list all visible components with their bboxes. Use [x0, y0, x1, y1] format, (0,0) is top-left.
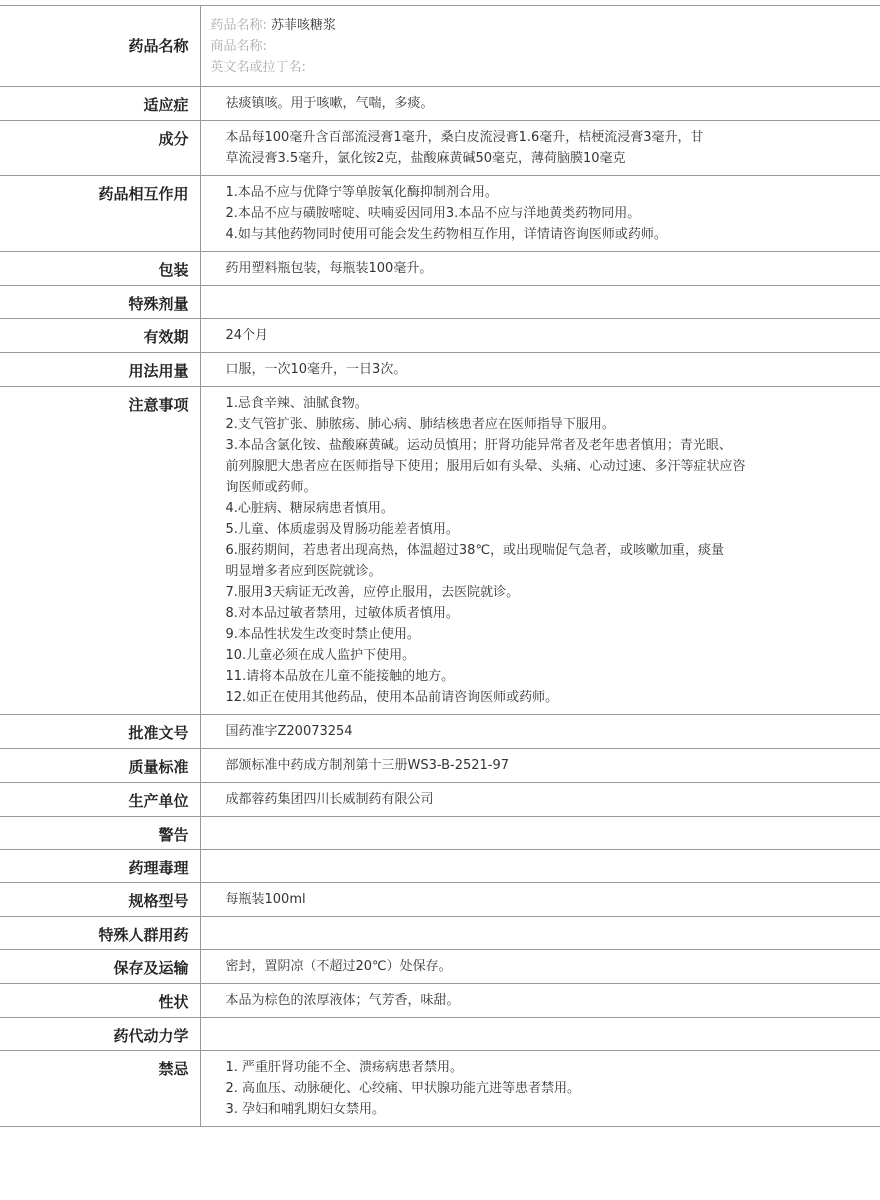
row-label: 药品相互作用 [0, 176, 200, 252]
empty-value [226, 823, 861, 843]
row-value [200, 783, 880, 817]
row-label: 保存及运输 [0, 950, 200, 984]
value-line: 药用塑料瓶包装，每瓶装100毫升。 [225, 261, 433, 276]
trade-name-key: 商品名称: [210, 39, 267, 54]
row-label: 批准文号 [0, 715, 200, 749]
value-line: 9.本品性状发生改变时禁止使用。 [225, 627, 420, 642]
row-value [200, 319, 880, 353]
drug-name-value: 苏菲咳糖浆 [271, 18, 337, 33]
value-line: 明显增多者应到医院就诊。 [225, 564, 382, 579]
row-value [200, 917, 880, 950]
row-warning [0, 817, 880, 850]
empty-value [226, 1024, 861, 1044]
value-line: 密封，置阴凉（不超过20℃）处保存。 [225, 959, 452, 974]
row-label: 生产单位 [0, 783, 200, 817]
value-line: 4.如与其他药物同时使用可能会发生药物相互作用，详情请咨询医师或药师。 [225, 227, 667, 242]
value-line: 7.服用3天病证无改善，应停止服用，去医院就诊。 [225, 585, 520, 600]
row-value [200, 850, 880, 883]
value-line: 6.服药期间，若患者出现高热，体温超过38℃，或出现喘促气急者，或咳嗽加重，痰量 [225, 543, 725, 558]
row-specification [0, 883, 880, 917]
row-pharmacokinetics [0, 1018, 880, 1051]
value-line: 询医师或药师。 [225, 480, 317, 495]
row-precautions [0, 387, 880, 715]
value-line: 2.本品不应与磺胺嘧啶、呋喃妥因同用3.本品不应与洋地黄类药物同用。 [225, 206, 641, 221]
value-line: 10.儿童必须在成人监护下使用。 [225, 648, 416, 663]
value-line: 1.忌食辛辣、油腻食物。 [225, 396, 368, 411]
row-value [200, 121, 880, 176]
english-name-key: 英文名或拉丁名: [210, 60, 306, 75]
value-line: 11.请将本品放在儿童不能接触的地方。 [225, 669, 455, 684]
row-value [200, 1018, 880, 1051]
value-line: 草流浸膏3.5毫升，氯化铵2克，盐酸麻黄碱50毫克，薄荷脑膜10毫克 [225, 151, 626, 166]
value-line: 祛痰镇咳。用于咳嗽，气喘，多痰。 [225, 96, 434, 111]
row-label: 药品名称 [0, 6, 200, 87]
empty-value [226, 856, 861, 876]
row-label: 成分 [0, 121, 200, 176]
value-line: 国药准字Z20073254 [225, 724, 353, 739]
value-line: 5.儿童、体质虚弱及胃肠功能差者慎用。 [225, 522, 459, 537]
value-line: 2.支气管扩张、肺脓疡、肺心病、肺结核患者应在医师指导下服用。 [225, 417, 615, 432]
row-label: 性状 [0, 984, 200, 1018]
drug-info-table [0, 5, 880, 1127]
row-value [200, 387, 880, 715]
value-line: 1. 严重肝肾功能不全、溃疡病患者禁用。 [225, 1060, 464, 1075]
value-line: 3.本品含氯化铵、盐酸麻黄碱。运动员慎用；肝肾功能异常者及老年患者慎用；青光眼、 [225, 438, 732, 453]
row-value [200, 353, 880, 387]
row-value [200, 984, 880, 1018]
row-label: 禁忌 [0, 1051, 200, 1127]
drug-name-key: 药品名称: [210, 18, 267, 33]
value-line: 1.本品不应与优降宁等单胺氧化酶抑制剂合用。 [225, 185, 498, 200]
row-special-population [0, 917, 880, 950]
row-value [200, 1051, 880, 1127]
row-value [200, 252, 880, 286]
row-interactions [0, 176, 880, 252]
row-label: 药理毒理 [0, 850, 200, 883]
row-label: 用法用量 [0, 353, 200, 387]
row-label: 特殊人群用药 [0, 917, 200, 950]
row-label: 药代动力学 [0, 1018, 200, 1051]
row-packaging [0, 252, 880, 286]
value-line: 本品为棕色的浓厚液体；气芳香，味甜。 [225, 993, 460, 1008]
row-pharmacology [0, 850, 880, 883]
row-label: 包装 [0, 252, 200, 286]
row-ingredients [0, 121, 880, 176]
row-validity [0, 319, 880, 353]
row-label: 注意事项 [0, 387, 200, 715]
row-label: 适应症 [0, 87, 200, 121]
row-standard [0, 749, 880, 783]
value-line: 8.对本品过敏者禁用，过敏体质者慎用。 [225, 606, 459, 621]
value-line: 12.如正在使用其他药品，使用本品前请咨询医师或药师。 [225, 690, 559, 705]
row-value [200, 749, 880, 783]
row-contraindications [0, 1051, 880, 1127]
value-line: 4.心脏病、糖尿病患者慎用。 [225, 501, 394, 516]
value-line: 2. 高血压、动脉硬化、心绞痛、甲状腺功能亢进等患者禁用。 [225, 1081, 581, 1096]
row-value [200, 286, 880, 319]
row-label: 规格型号 [0, 883, 200, 917]
value-line: 口服，一次10毫升，一日3次。 [225, 362, 407, 377]
value-line: 成都蓉药集团四川长威制药有限公司 [225, 792, 434, 807]
row-label: 有效期 [0, 319, 200, 353]
row-label: 警告 [0, 817, 200, 850]
empty-value [226, 923, 861, 943]
row-usage [0, 353, 880, 387]
empty-value [226, 292, 861, 312]
row-value [200, 883, 880, 917]
row-approval [0, 715, 880, 749]
row-label: 质量标准 [0, 749, 200, 783]
row-value [200, 950, 880, 984]
row-value [200, 715, 880, 749]
row-description [0, 984, 880, 1018]
value-line: 3. 孕妇和哺乳期妇女禁用。 [225, 1102, 386, 1117]
drug-name-cell [200, 6, 880, 87]
row-special-dosage [0, 286, 880, 319]
value-line: 每瓶装100ml [225, 892, 306, 907]
row-value [200, 176, 880, 252]
value-line: 24个月 [225, 328, 269, 343]
value-line: 部颁标准中药成方制剂第十三册WS3-B-2521-97 [225, 758, 510, 773]
row-drug-name [0, 6, 880, 87]
row-storage [0, 950, 880, 984]
row-indication [0, 87, 880, 121]
row-value [200, 817, 880, 850]
row-value [200, 87, 880, 121]
value-line: 前列腺肥大患者应在医师指导下使用；服用后如有头晕、头痛、心动过速、多汗等症状应咨 [225, 459, 746, 474]
row-label: 特殊剂量 [0, 286, 200, 319]
row-manufacturer [0, 783, 880, 817]
value-line: 本品每100毫升含百部流浸膏1毫升，桑白皮流浸膏1.6毫升，桔梗流浸膏3毫升，甘 [225, 130, 704, 145]
